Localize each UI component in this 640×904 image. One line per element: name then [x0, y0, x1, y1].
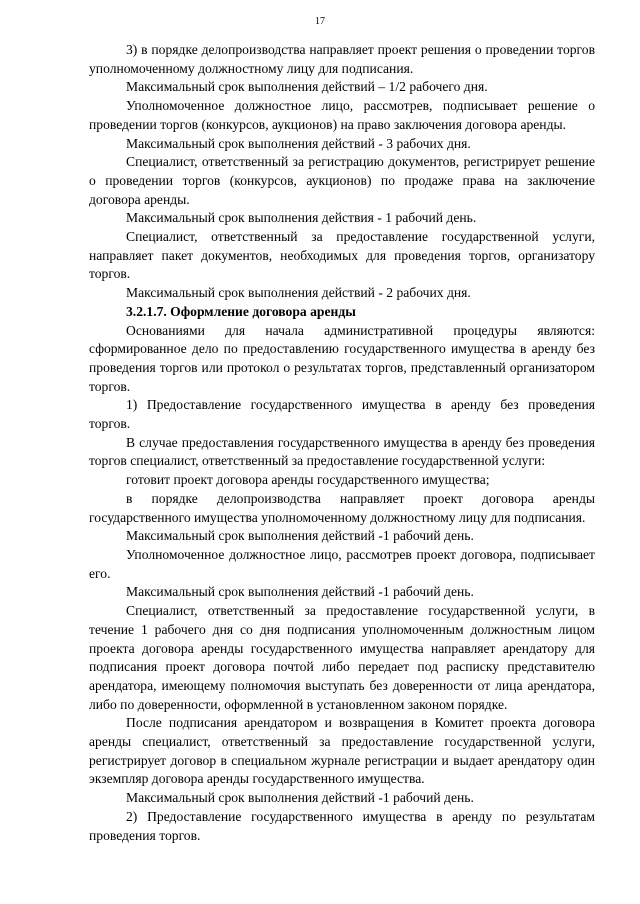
- paragraph: Максимальный срок выполнения действий -1 рабочий день.: [126, 584, 474, 600]
- paragraph: Уполномоченное должностное лицо, рассмотрев, подписывает решение о проведении торгов (конкурсов, аукционов) на право заключения договора аренды.: [89, 98, 595, 132]
- paragraph: 1) Предоставление государственного имущества в аренду без проведения торгов.: [89, 397, 595, 432]
- paragraph: Максимальный срок выполнения действий – 1/2 рабочего дня.: [126, 79, 488, 95]
- paragraph: Максимальный срок выполнения действий -1 рабочий день.: [126, 528, 474, 544]
- section-heading: 3.2.1.7. Оформление договора аренды: [126, 303, 356, 319]
- paragraph: Максимальный срок выполнения действий - 2 рабочих дня.: [126, 285, 471, 301]
- paragraph: 2) Предоставление государственного имущества в аренду по результатам проведения торгов.: [89, 808, 595, 843]
- paragraph: Максимальный срок выполнения действий -1 рабочий день.: [126, 790, 474, 806]
- paragraph: 3) в порядке делопроизводства направляет проект решения о проведении торгов уполномоченному должностному лицу для подписания.: [89, 42, 595, 76]
- paragraph: Специалист, ответственный за регистрацию документов, регистрирует решение о проведении торгов (конкурсов, аукционов) по продаже права на заключение договора аренды.: [89, 154, 595, 207]
- page-body: [89, 41, 595, 845]
- paragraph: После подписания арендатором и возвращения в Комитет проекта договора аренды специалист, ответственный за предоставление государственной услуги, регистрирует договор в специальном журнале регистрации и выдает арендатору один экземпляр договора аренды государственного имущества.: [89, 715, 595, 787]
- paragraph: Максимальный срок выполнения действий - 3 рабочих дня.: [126, 135, 471, 151]
- page-number: 17: [315, 16, 325, 27]
- paragraph: Уполномоченное должностное лицо, рассмотрев проект договора, подписывает его.: [89, 546, 595, 581]
- paragraph: в порядке делопроизводства направляет проект договора аренды государственного имущества уполномоченному должностному лицу для подписания.: [89, 490, 595, 525]
- paragraph: Специалист, ответственный за предоставление государственной услуги, направляет пакет документов, необходимых для проведения торгов, организатору торгов.: [89, 229, 595, 282]
- paragraph: готовит проект договора аренды государственного имущества;: [126, 472, 490, 488]
- paragraph: Максимальный срок выполнения действия - 1 рабочий день.: [126, 210, 477, 226]
- paragraph: Специалист, ответственный за предоставление государственной услуги, в течение 1 рабочего дня со дня подписания уполномоченным должностным лицом проекта договора аренды государственного имущества направляет арендатору для подписания проект договора почтой либо передает под расписку представителю арендатора, имеющему полномочия выступать без доверенности от лица арендатора, либо по доверенности, оформленной в установленном законом порядке.: [89, 603, 595, 712]
- paragraph: Основаниями для начала административной процедуры являются: сформированное дело по предоставлению государственного имущества в аренду без проведения торгов или протокол о результатах торгов, представленный организатором торгов.: [89, 322, 595, 394]
- paragraph: В случае предоставления государственного имущества в аренду без проведения торгов специалист, ответственный за предоставление государственной услуги:: [89, 434, 595, 469]
